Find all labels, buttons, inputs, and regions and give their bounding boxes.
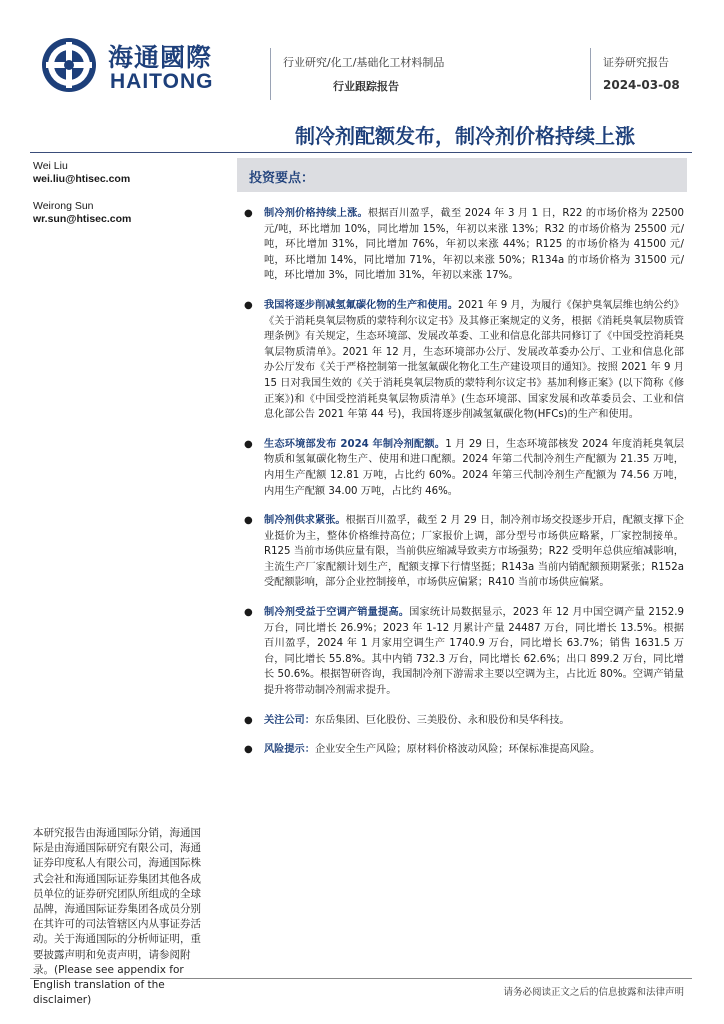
bullet-icon: ● — [244, 744, 253, 756]
key-point — [244, 437, 684, 499]
header-report-type: 行业跟踪报告 — [333, 80, 399, 93]
author-email[interactable]: wr.sun@htisec.com — [33, 213, 132, 225]
bullet-icon: ● — [244, 208, 253, 219]
key-point-head: 关注公司： — [264, 714, 315, 726]
author-name: Wei Liu — [33, 160, 68, 172]
key-point-body: 根据百川盈孚，截至 2024 年 3 月 1 日，R22 的市场价格为 22500 元/吨，环比增加 10%，同比增加 15%，年初以来涨 13%；R32 的市场价格为 25500 元/吨，环比增加 31%，同比增加 76%，年初以来涨 44%；R125 的市场价格为 41500 元/吨，环比增加 14%，同比增加 71%，年初以来涨 50%；R134a 的市场价格为 31500 元/吨，环比增加 3%，同比增加 31%，年初以来涨 17%。 — [264, 208, 685, 282]
key-point — [244, 513, 684, 591]
key-point-head: 我国将逐步削减氢氟碳化物的生产和使用。 — [264, 299, 459, 311]
publisher-label: 证券研究报告 — [603, 56, 669, 69]
haitong-logo — [40, 32, 240, 92]
header-meta-box — [590, 48, 693, 100]
brand-name-cn: 海通國際 — [108, 43, 213, 72]
brand-name-en: HAITONG — [110, 70, 214, 93]
key-point-head: 风险提示： — [264, 744, 315, 756]
authors — [33, 160, 131, 226]
key-points-header — [237, 158, 687, 192]
report-title: 制冷剂配额发布，制冷剂价格持续上涨 — [295, 124, 635, 148]
header-category: 行业研究/化工/基础化工材料制品 — [283, 56, 445, 69]
bullet-icon: ● — [244, 515, 253, 527]
key-point-body: 2021 年 9 月，为履行《保护臭氧层维也纳公约》《关于消耗臭氧层物质的蒙特利尔议定书》及其修正案规定的义务，根据《消耗臭氧层物质管理条例》有关规定，生态环境部、发展改革委、工业和信息化部共同修订了《中国受控消耗臭氧层物质清单》。2021 年 12 月，生态环境部办公厅、发展改革委办公厅、工业和信息化部办公厅发布《关于严格控制第一批氢氟碳化物化工生产建设项目的通知》。按照 2021 年 9 月 15 日对我国生效的《关于消耗臭氧层物质的蒙特利尔议定书》基加利修正案》(以下简称《修正案》)和《中国受控消耗臭氧层物质清单》(生态环境部、国家发展和改革委员会、工业和信息化部公告 2021 年第 44 号)，我国将逐步削减氢氟碳化物(HFCs)的生产和使用。 — [264, 299, 685, 421]
bullet-icon: ● — [244, 714, 253, 726]
key-points-heading: 投资要点： — [249, 171, 315, 186]
report-date: 2024-03-08 — [603, 78, 680, 92]
key-point-body: 东岳集团、巨化股份、三美股份、永和股份和昊华科技。 — [314, 714, 570, 726]
footer-note: 请务必阅读正文之后的信息披露和法律声明 — [503, 987, 684, 998]
key-point-body: 根据百川盈孚，截至 2 月 29 日，制冷剂市场交投逐步开启，配额支撑下企业挺价为主，整体价格维持高位；厂家报价上调，部分型号市场供应略紧，厂家控制接单。R125 当前市场供应量有限，当前供应缩减导致卖方市场强势；R22 受明年总供应缩减影响，主流生产厂家配额计划生产，配额支撑下行情坚挺；R143a 当前内销配额预期紧张；R152a 受配额影响，部分企业控制接单，市场供应偏紧；R410 当前市场供应偏紧。 — [264, 515, 684, 589]
key-point-body: 国家统计局数据显示，2023 年 12 月中国空调产量 2152.9 万台，同比增长 26.9%；2023 年 1-12 月累计产量 24487 万台，同比增长 13.5%。根据百川盈孚，2024 年 1 月家用空调生产 1740.9 万台，同比增长 63.7%；销售 1631.5 万台，同比增长 55.8%。其中内销 732.3 万台，同比增长 62.6%；出口 899.2 万台，同比增长 50.6%。根据智研咨询，我国制冷剂下游需求主要以空调为主，占比近 80%。空调产销量提升将带动制冷剂需求提升。 — [264, 607, 684, 697]
footer-divider — [30, 978, 692, 979]
author-name: Weirong Sun — [33, 200, 94, 212]
title-divider — [30, 152, 692, 153]
header-category-box — [270, 48, 509, 100]
key-point-head: 制冷剂供求紧张。 — [264, 515, 346, 527]
key-point — [244, 206, 684, 284]
key-point — [244, 713, 684, 729]
key-point-head: 制冷剂受益于空调产销量提高。 — [264, 607, 410, 619]
key-point — [244, 605, 684, 699]
disclaimer: 本研究报告由海通国际分销，海通国际是由海通国际研究有限公司，海通证券印度私人有限公司，海通国际株式会社和海通国际证券集团其他各成员单位的证券研究团队所组成的全球品牌，海通国际证券集团各成员分别在其许可的司法管辖区内从事证券活动。关于海通国际的分析师证明，重要披露声明和免责声明，请参阅附录。(Please see appendix for English translation of the disclaimer) — [33, 827, 201, 1007]
author-email[interactable]: wei.liu@htisec.com — [33, 173, 131, 185]
bullet-icon: ● — [244, 607, 253, 619]
key-point — [244, 298, 684, 423]
haitong-logo-mark-icon — [40, 36, 98, 94]
bullet-icon: ● — [244, 438, 253, 450]
bullet-icon: ● — [244, 299, 253, 311]
key-point-body: 企业安全生产风险；原材料价格波动风险；环保标准提高风险。 — [314, 744, 601, 756]
key-point-head: 制冷剂价格持续上涨。 — [264, 208, 368, 219]
key-point-body: 1 月 29 日，生态环境部核发 2024 年度消耗臭氧层物质和氢氟碳化物生产、使用和进口配额。2024 年第二代制冷剂生产配额为 21.35 万吨，内用生产配额 12.81 万吨，占比约 60%。2024 年第三代制冷剂生产配额为 74.56 万吨，内用生产配额 34.00 万吨，占比约 46%。 — [264, 438, 685, 497]
key-points-list — [244, 206, 684, 772]
key-point — [244, 742, 684, 758]
key-point-head: 生态环境部发布 2024 年制冷剂配额。 — [264, 438, 446, 450]
